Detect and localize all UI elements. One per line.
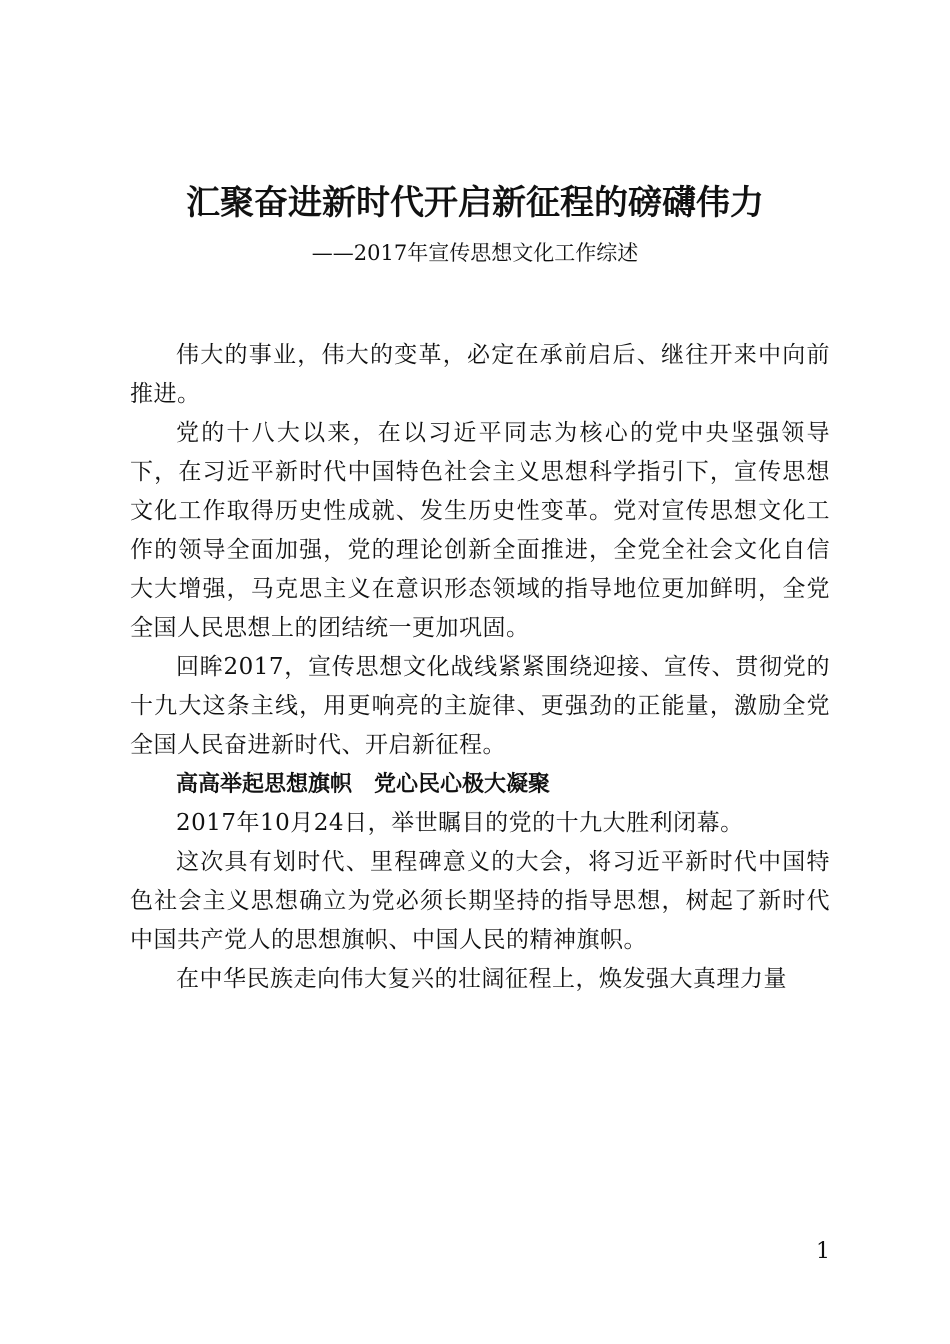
paragraph: 伟大的事业，伟大的变革，必定在承前启后、继往开来中向前推进。 <box>130 342 830 407</box>
document-subtitle: ——2017年宣传思想文化工作综述 <box>311 241 639 265</box>
document-body <box>130 336 830 999</box>
paragraph: 这次具有划时代、里程碑意义的大会，将习近平新时代中国特色社会主义思想确立为党必须长期坚持的指导思想，树起了新时代中国共产党人的思想旗帜、中国人民的精神旗帜。 <box>130 849 830 953</box>
section-heading: 高高举起思想旗帜 党心民心极大凝聚 <box>176 772 551 797</box>
paragraph: 2017年10月24日，举世瞩目的党的十九大胜利闭幕。 <box>176 810 744 836</box>
document-title: 汇聚奋进新时代开启新征程的磅礴伟力 <box>186 183 764 223</box>
paragraph: 在中华民族走向伟大复兴的壮阔征程上，焕发强大真理力量 <box>176 966 787 992</box>
paragraph: 回眸2017，宣传思想文化战线紧紧围绕迎接、宣传、贯彻党的十九大这条主线，用更响亮的主旋律、更强劲的正能量，激励全党全国人民奋进新时代、开启新征程。 <box>130 654 830 758</box>
page-number: 1 <box>816 1239 830 1264</box>
paragraph: 党的十八大以来，在以习近平同志为核心的党中央坚强领导下，在习近平新时代中国特色社会主义思想科学指引下，宣传思想文化工作取得历史性成就、发生历史性变革。党对宣传思想文化工作的领导全面加强，党的理论创新全面推进，全党全社会文化自信大大增强，马克思主义在意识形态领域的指导地位更加鲜明，全党全国人民思想上的团结统一更加巩固。 <box>130 420 830 641</box>
